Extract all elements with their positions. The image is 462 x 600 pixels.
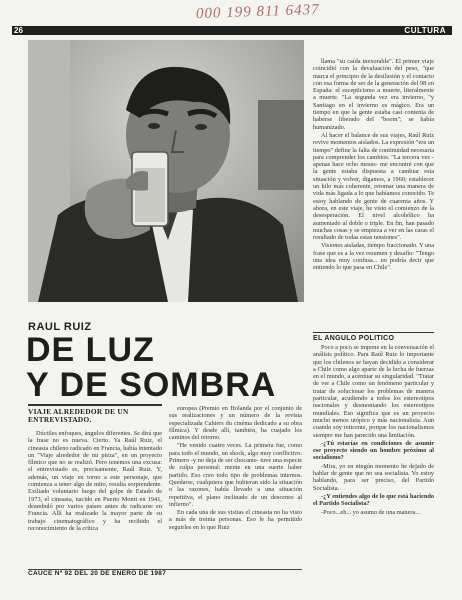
portrait-photo — [28, 40, 304, 302]
left-column — [28, 430, 162, 533]
paragraph: Poco a poco se impone en la conversación el análisis político. Para Raúl Ruiz lo importante que los chilenos se hayan decidido a considerar a Chile como algo aparte de la lucha de fuerzas en el mundo, a acentuar su singularidad. "Tratar de ver a Chile como un fenómeno particular y tratar de solucionar los problemas de manera particular, acudiendo a todos los estereotipos nacionales y desmontando los estereotipos mundiales. Eso significa que es un proyecto mucho menos utópico y más nacionalista. Aun cuando soy reticente, porque los nacionalismos siempre me han parecido una limitación. — [313, 344, 434, 439]
right-column-upper — [313, 58, 434, 273]
paragraph: En cada una de sus visitas el cineasta no ha visto a más de treinta personas. Eso le ha permitido seguirles en lo que Ruiz — [169, 509, 302, 531]
paragraph: "He venido cuatro veces. La primera fue, como para todo el mundo, un shock, algo muy conflictivo. Primero -y no deja de ser chocante- tuve una especie de culpa personal: mente en una suerte haber partido. Eso creo todo tipo de problemas internos. Quedarse, cualquiera que hubieran sido la situación o las razones, había llevado a una situación repetitiva, el plano inclinado de un descenso al infierno". — [169, 442, 302, 508]
paragraph: -Mira, yo en ningún momento he dejado de hablar de gente que no sea socialista. Yo estoy hablando, para ser preciso, del Partido Socialista. — [313, 462, 434, 492]
paragraph: -Poco...eh... yo asumo de una manera... — [321, 508, 420, 516]
header-bar — [12, 26, 452, 35]
page-number: 26 — [14, 26, 23, 35]
portrait-photo-graphic — [28, 40, 304, 302]
article-subhead — [28, 404, 162, 424]
headline-line-2: Y DE SOMBRA — [26, 366, 277, 404]
paragraph: llama "su caída inexorable". El primer viaje coincidió con la devaluación del peso, "que marca el principio de la desilusión y el contacto con esa forma de ser de la generación del 98 en España: el escepticismo a muerte, literalmente a muerte. "La segunda vez era invierno, "y Santiago en el invierno es mágico. Era un tiempo en que la gente estaba casi contenta de haberse liberado del "boom"; se había humanizado. — [313, 58, 434, 131]
archive-stamp: 000 199 811 6437 — [195, 1, 320, 23]
paragraph: Visiones aisladas, tiempo fraccionado. Y una frase que es a la vez resumen y desafío: "Tengo una idea muy confusa... no podría decir que entiendo lo que pasa en Chile". — [313, 242, 434, 272]
middle-column — [169, 405, 302, 532]
paragraph: europea (Premio en Holanda por el conjunto de sus realizaciones y un número de la revista especializada Cahiers du cinéma dedicado a su obra fílmica). Y desde allí, también, ha cuajado los caminos del retorno. — [169, 405, 302, 442]
interview-question: -¿Tú estarías en condiciones de asumir ese proyecto siendo un hombre próximo al socialismo? — [313, 439, 434, 462]
paragraph: Al hacer el balance de sus viajes, Raúl Ruiz revive momentos aislados. La expresión "era un tiempo" define la falta de continuidad necesaria para comprender los cambios. "La tercera vez -apenas hace ocho meses- me encontré con que la gente estaba dispuesta a cambiar esta situación y volver, digamos, a 1960; establecer un hilo más coherente, retomar una manera de vida más ligada a lo que habíamos conocido. Te estoy hablando de gente de cuarenta años. Y ahora, en este viaje, he visto el comienzo de la desesperación. El nivel alcohólico ha aumentado al doble o triple. En fin, han pasado muchas cosas y se empieza a ver en las caras el resultado de todas estas tensiones". — [313, 131, 434, 242]
article-kicker: RAUL RUIZ — [28, 321, 92, 333]
section-subhead: EL ANGULO POLITICO — [313, 332, 434, 342]
paragraph: Dúctiles enfoques, ángulos diferentes. Se dirá que la frase no es nueva. Cierto. Ya Raúl Ruiz, el cineasta chileno radicado en Francia, había intentado un "Viaje alrededor de mi pieza", en un proyecto fílmico que no se realizó. Pero tenemos una excusa: el entrevistado es, precisamente, Raúl Ruiz. Y, además, un viaje en torno a este personaje, que comienza a tener algo de mito, resulta sorprendente. Exiliado voluntario luego del golpe de Estado de 1973, el cineasta, nacido en Puerto Montt en 1941, deambuló por varios países antes de radicarse en Francia. Allí ha realizado la mayor parte de su trabajo cinematográfico y ha recibido el reconocimiento de la crítica — [28, 430, 162, 532]
article-subhead-text: VIAJE ALREDEDOR DE UN ENTREVISTADO. — [28, 407, 129, 424]
interview-question: -¿Y entiendes algo de lo que está haciendo el Partido Socialista? — [313, 492, 434, 508]
right-column-lower — [313, 344, 434, 517]
headline-line-1: DE LUZ — [26, 331, 155, 369]
issue-footer: CAUCE Nº 92 DEL 20 DE ENERO DE 1987 — [28, 570, 167, 577]
section-label: CULTURA — [404, 26, 446, 35]
